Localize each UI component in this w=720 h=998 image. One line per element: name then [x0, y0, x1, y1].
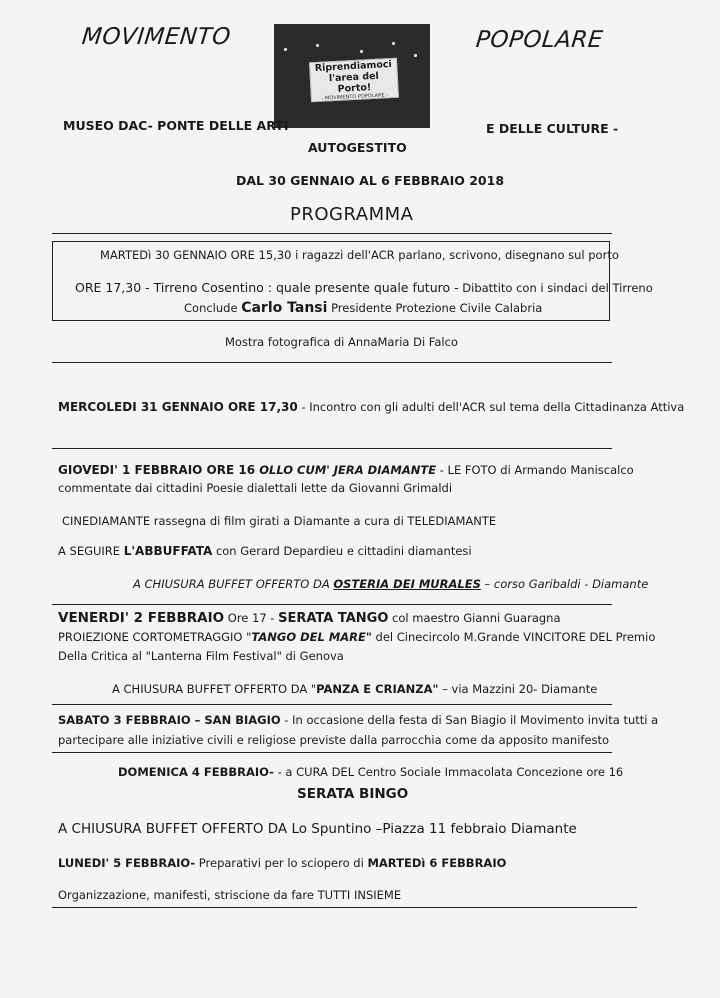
conclude-name: Carlo Tansi [241, 300, 328, 316]
date-range: DAL 30 GENNAIO AL 6 FEBBRAIO 2018 [236, 173, 505, 188]
friday-day: VENERDI' 2 FEBBRAIO [58, 610, 225, 626]
saturday-line2: partecipare alle iniziative civili e religiose previste dalla parrocchia come da apposito manifesto [58, 733, 610, 747]
tuesday-debate-title: ORE 17,30 - Tirreno Cosentino : quale presente quale futuro - [75, 280, 459, 295]
conclude-role: Presidente Protezione Civile Calabria [327, 301, 543, 315]
wednesday-line [58, 400, 684, 414]
friday-line2 [58, 630, 655, 644]
protest-banner [309, 58, 399, 103]
friday-line1 [58, 610, 561, 626]
tuesday-day: MARTEDì 30 GENNAIO ORE 15,30 [100, 248, 292, 262]
tuesday-debate-text: Dibattito con i sindaci del Tirreno [458, 281, 653, 295]
autogestito: AUTOGESTITO [308, 140, 407, 155]
seguire-line [58, 544, 472, 558]
divider [52, 752, 612, 753]
thursday-day: GIOVEDI' 1 FEBBRAIO ORE 16 [58, 463, 260, 477]
divider [52, 233, 612, 234]
buffet-label: A CHIUSURA BUFFET OFFERTO DA " [112, 682, 317, 696]
saturday-text: - In occasione della festa di San Biagio il Movimento invita tutti a [280, 713, 659, 727]
friday-time: Ore 17 - [224, 611, 279, 625]
seguire-title: L'ABBUFFATA [123, 544, 213, 558]
thursday-buffet [133, 577, 648, 591]
tuesday-text: i ragazzi dell'ACR parlano, scrivono, disegnano sul porto [291, 248, 619, 262]
museum-right: E DELLE CULTURE - [486, 121, 619, 136]
tuesday-line2 [75, 280, 653, 295]
strike-day: MARTEDì 6 FEBBRAIO [367, 856, 507, 870]
programma-heading: PROGRAMMA [290, 204, 414, 225]
seguire-text: con Gerard Depardieu e cittadini diamantesi [212, 544, 472, 558]
buffet-place: OSTERIA DEI MURALES [333, 577, 481, 591]
friday-line3: Della Critica al "Lanterna Film Festival" di Genova [58, 649, 344, 663]
friday-buffet [112, 682, 597, 696]
wednesday-text: - Incontro con gli adulti dell'ACR sul tema della Cittadinanza Attiva [297, 400, 685, 414]
divider [52, 704, 612, 705]
projection-label: PROIEZIONE CORTOMETRAGGIO " [58, 630, 252, 644]
tuesday-line3 [184, 300, 542, 316]
sunday-line1 [118, 765, 623, 779]
wednesday-day: MERCOLEDI 31 GENNAIO ORE 17,30 [58, 400, 298, 414]
divider [52, 907, 637, 908]
thursday-text: - LE FOTO di Armando Maniscalco [436, 463, 634, 477]
monday-text: Preparativi per lo sciopero di [195, 856, 368, 870]
banner-line3: - MOVIMENTO POPOLARE - [321, 92, 389, 102]
monday-day: LUNEDI' 5 FEBBRAIO- [58, 856, 196, 870]
serata-bingo: SERATA BINGO [297, 786, 409, 802]
buffet-address: – corso Garibaldi - Diamante [480, 577, 649, 591]
thursday-line2: commentate dai cittadini Poesie dialettali lette da Giovanni Grimaldi [58, 481, 453, 495]
sunday-day: DOMENICA 4 FEBBRAIO- [118, 765, 274, 779]
sunday-text: - a CURA DEL Centro Sociale Immacolata Concezione ore 16 [273, 765, 624, 779]
saturday-line1 [58, 713, 658, 727]
friday-serata: SERATA TANGO [278, 611, 389, 626]
title-popolare: POPOLARE [474, 27, 605, 53]
projection-title: TANGO DEL MARE" [251, 630, 372, 644]
banner-line2: l'area del Porto! [328, 70, 380, 95]
seguire-label: A SEGUIRE [58, 544, 124, 558]
divider [52, 448, 612, 449]
buffet-label: A CHIUSURA BUFFET OFFERTO DA [133, 577, 334, 591]
sunday-buffet: A CHIUSURA BUFFET OFFERTO DA Lo Spuntino –Piazza 11 febbraio Diamante [58, 821, 577, 837]
divider [52, 362, 612, 363]
friday-serata-text: col maestro Gianni Guaragna [388, 611, 561, 625]
divider [52, 604, 612, 605]
thursday-title: OLLO CUM' JERA DIAMANTE [259, 463, 437, 477]
protest-photo [274, 24, 430, 128]
monday-line2: Organizzazione, manifesti, striscione da fare TUTTI INSIEME [58, 888, 402, 902]
conclude-label: Conclude [184, 301, 242, 315]
projection-text: del Cinecircolo M.Grande VINCITORE DEL Premio [371, 630, 656, 644]
cinediamante-line: CINEDIAMANTE rassegna di film girati a Diamante a cura di TELEDIAMANTE [62, 514, 497, 528]
banner-line1: Riprendiamoci [314, 59, 393, 75]
saturday-day: SABATO 3 FEBBRAIO – SAN BIAGIO [58, 713, 281, 727]
monday-line1 [58, 856, 506, 870]
thursday-line1 [58, 463, 634, 477]
title-movimento: MOVIMENTO [80, 24, 233, 50]
buffet-place: PANZA E CRIANZA" [316, 682, 439, 696]
mostra-fotografica: Mostra fotografica di AnnaMaria Di Falco [225, 335, 458, 349]
museum-left: MUSEO DAC- PONTE DELLE ARTI [63, 118, 289, 133]
buffet-address: – via Mazzini 20- Diamante [438, 682, 598, 696]
tuesday-line1 [100, 248, 619, 262]
